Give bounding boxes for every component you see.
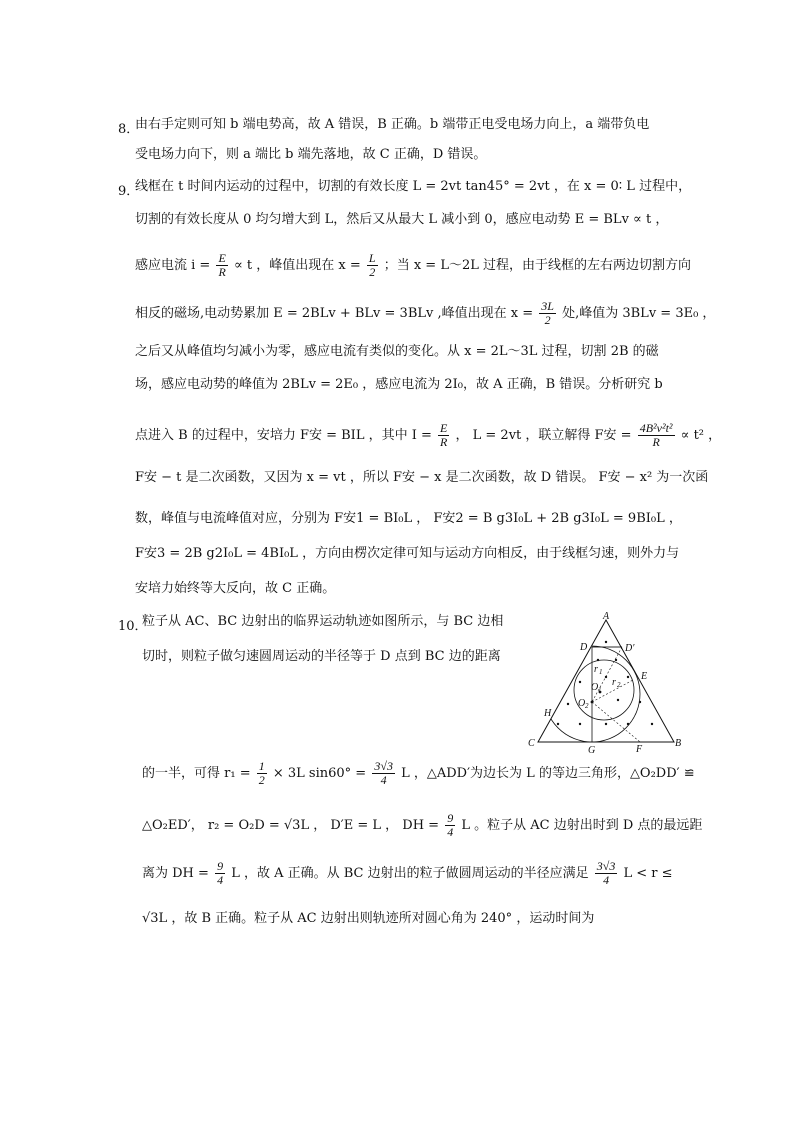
label-b: B	[675, 738, 682, 749]
label-r1: r	[594, 664, 598, 675]
fraction: $\frac{\text{4B²v²t²}}{R}$	[639, 421, 673, 449]
p9-line-9: 数，峰值与电流峰值对应，分别为 F安1 = BI₀L ， F安2 = B g3I₀L + 2B g3I₀L = 9BI₀L ，	[135, 511, 682, 526]
label-o1: O	[591, 682, 599, 693]
label-c: C	[528, 738, 535, 749]
label-h: H	[544, 708, 552, 719]
fraction: $\frac{3√3}{4}$	[596, 859, 616, 887]
problem-number-10: 10．	[118, 619, 148, 634]
fraction: $\frac{3√3}{4}$	[374, 759, 393, 787]
fraction: $\frac{1}{2}$	[258, 759, 265, 787]
fraction: $\frac{3L}{2}$	[541, 299, 554, 327]
label-r2: r	[612, 677, 616, 688]
p9-line-4: 相反的磁场,电动势累加 E = 2BLv + BLv = 3BLv ,峰值出现在 x = $\frac{3L}{2}$ 处,峰值为 3BLv = 3E₀ ，	[135, 299, 716, 327]
p9-line-7: 点进入 B 的过程中，安培力 F安 = BIL ，其中 I = $\frac{E}{R}$ ， L = 2vt ，联立解得 F安 = $\frac{\text{4B²v²t²}}{R}$ ∝ t² ，	[135, 421, 722, 449]
label-r2-sub: 2	[617, 681, 621, 689]
p9-line-1: 线框在 t 时间内运动的过程中，切割的有效长度 L = 2vt tan45° = 2vt ，在 x = 0∶ L 过程中，	[135, 179, 692, 194]
p10-line-3: 的一半，可得 r₁ = $\frac{1}{2}$ × 3L sin60° = $\frac{3√3}{4}$ L ，△ADD′为边长为 L 的等边三角形，△O₂DD′ ≌	[142, 759, 695, 787]
triangle-magnetic-field-figure	[528, 612, 684, 754]
fraction: $\frac{L}{2}$	[368, 251, 376, 279]
label-a: A	[603, 612, 610, 622]
p8-line-1: 由右手定则可知 b 端电势高，故 A 错误，B 正确。b 端带正电受电场力向上，a 端带负电	[135, 117, 650, 132]
trajectory-circle-small	[574, 660, 634, 720]
label-g: G	[588, 745, 596, 754]
label-o2-sub: 2	[585, 702, 589, 710]
p10-line-5: 离为 DH = $\frac{9}{4}$ L ，故 A 正确。从 BC 边射出的粒子做圆周运动的半径应满足 $\frac{3√3}{4}$ L < r ≤	[142, 859, 673, 887]
label-f: F	[636, 744, 643, 754]
p9-line-2: 切割的有效长度从 0 均匀增大到 L，然后又从最大 L 减小到 0，感应电动势 E = BLv ∝ t ，	[135, 212, 669, 227]
label-o1-sub: 1	[598, 686, 602, 694]
fraction: $\frac{9}{4}$	[217, 859, 224, 887]
p9-line-8: F安 − t 是二次函数，又因为 x = vt ，所以 F安 − x 是二次函数，故 D 错误。 F安 − x² 为一次函	[135, 470, 709, 485]
fraction: $\frac{E}{R}$	[440, 421, 448, 449]
fraction: $\frac{9}{4}$	[447, 811, 454, 839]
label-e: E	[641, 671, 648, 682]
problem-number-8: 8．	[118, 122, 140, 137]
problem-number-9: 9．	[118, 184, 140, 199]
p9-line-10: F安3 = 2B g2I₀L = 4BI₀L ，方向由楞次定律可知与运动方向相反，由于线框匀速，则外力与	[135, 546, 680, 561]
p9-line-6: 场，感应电动势的峰值为 2BLv = 2E₀ ，感应电流为 2I₀，故 A 正确，B 错误。分析研究 b	[135, 377, 663, 392]
p10-line-6: √3L ，故 B 正确。粒子从 AC 边射出则轨迹所对圆心角为 240° ，运动时间为	[142, 911, 595, 926]
p9-line-11: 安培力始终等大反向，故 C 正确。	[135, 581, 336, 596]
p8-line-2: 受电场力向下，则 a 端比 b 端先落地，故 C 正确，D 错误。	[135, 147, 487, 162]
p9-line-5: 之后又从峰值均匀减小为零，感应电流有类似的变化。从 x = 2L～3L 过程，切割 2B 的磁	[135, 344, 659, 359]
label-d-prime: D′	[625, 643, 635, 654]
p10-line-2: 切时，则粒子做匀速圆周运动的半径等于 D 点到 BC 边的距离	[142, 649, 501, 664]
p9-line-3: 感应电流 i = $\frac{E}{R}$ ∝ t ，峰值出现在 x = $\frac{L}{2}$ ；当 x = L～2L 过程，由于线框的左右两边切割方向	[135, 251, 691, 279]
label-d: D	[580, 642, 588, 653]
p10-line-1: 粒子从 AC、BC 边射出的临界运动轨迹如图所示，与 BC 边相	[142, 614, 504, 629]
p10-line-4: △O₂ED′， r₂ = O₂D = √3L ， D′E = L ， DH = $\frac{9}{4}$ L 。粒子从 AC 边射出时到 D 点的最远距	[142, 811, 703, 839]
label-o2: O	[578, 698, 586, 709]
fraction: $\frac{E}{R}$	[218, 251, 226, 279]
label-r1-sub: 1	[599, 668, 603, 676]
